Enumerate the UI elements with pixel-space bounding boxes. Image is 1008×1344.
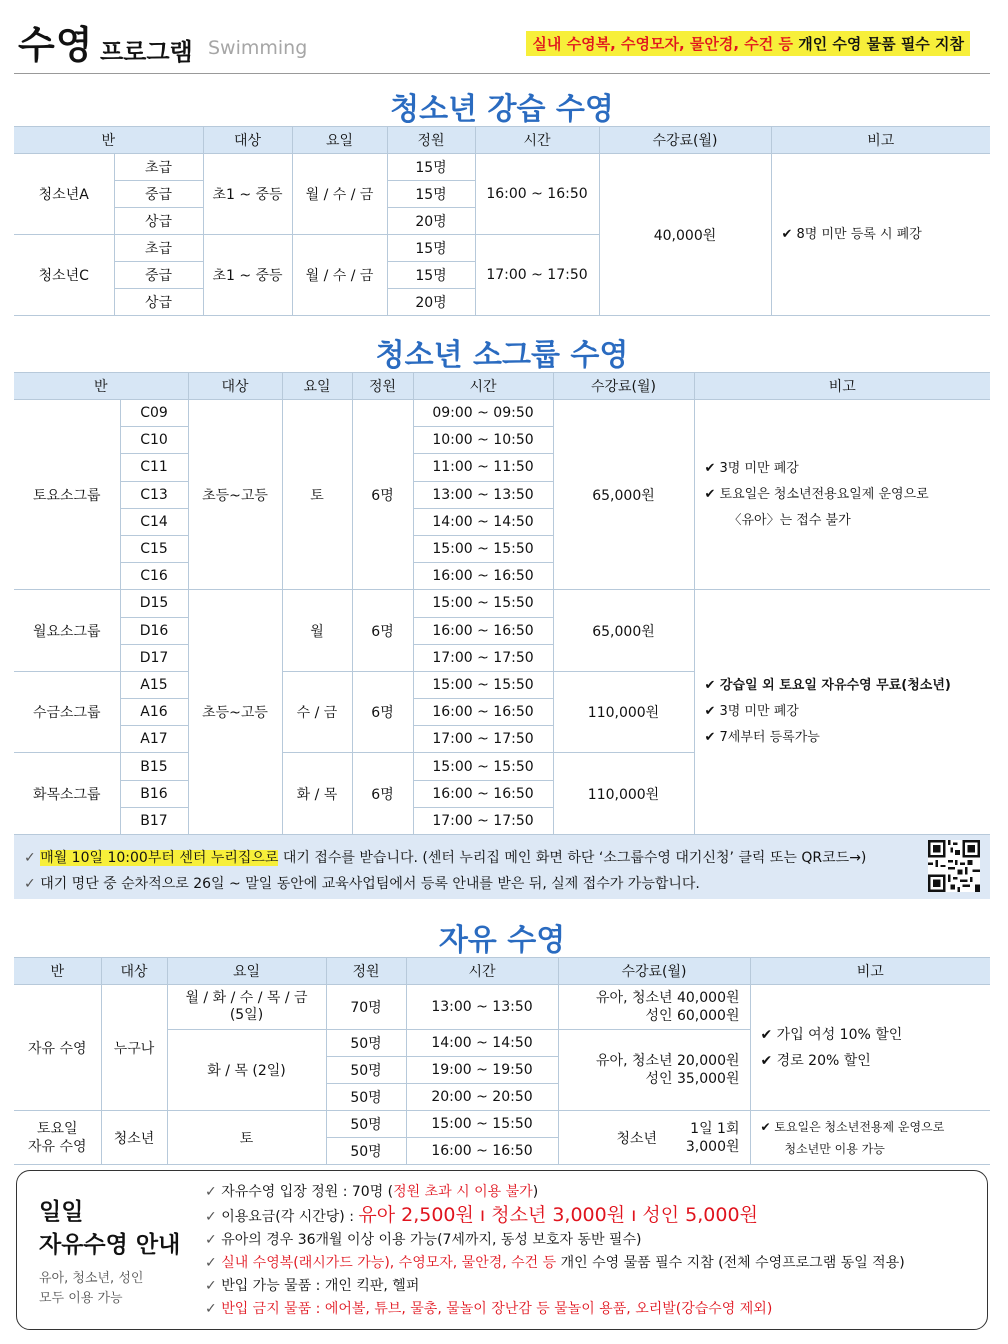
class-code: C15 (120, 535, 188, 562)
table-header-row (14, 373, 990, 400)
column-header: 시간 (406, 958, 558, 985)
note: ✔ 가입 여성 10% 할인 ✔ 경로 20% 할인 (750, 985, 990, 1111)
days: 토 (282, 400, 352, 590)
waitlist-info-line-1: ✓ 매월 10일 10:00부터 센터 누리집으로 대기 접수를 받습니다. (센터 누리집 메인 화면 하단 ‘소그룹수영 대기신청’ 클릭 또는 QR코드→) (24, 850, 867, 866)
class-name: 화목소그룹 (14, 753, 120, 835)
table-row (14, 400, 990, 427)
capacity: 15명 (387, 235, 475, 262)
days: 화 / 목 (282, 753, 352, 835)
class-code: B16 (120, 780, 188, 807)
table-header-row (14, 127, 990, 154)
waitlist-highlight: 매월 10일 10:00부터 센터 누리집으로 (40, 850, 279, 866)
daily-free-swim-box (16, 1170, 988, 1330)
column-header: 시간 (413, 373, 553, 400)
capacity: 50명 (326, 1057, 406, 1084)
time: 11:00 ~ 11:50 (413, 454, 553, 481)
class-code: C10 (120, 427, 188, 454)
days: 수 / 금 (282, 671, 352, 753)
table-row (14, 590, 990, 617)
waitlist-text-2: 대기 명단 중 순차적으로 26일 ~ 말일 동안에 교육사업팀에서 등록 안내를 받은 뒤, 실제 접수가 가능합니다. (40, 876, 700, 892)
page-header (14, 14, 990, 74)
time: 14:00 ~ 14:50 (406, 1030, 558, 1057)
target: 청소년 (101, 1111, 167, 1165)
table-row (14, 154, 990, 181)
level: 상급 (114, 208, 203, 235)
table-row (14, 985, 990, 1030)
section-title-free: 자유 수영 (438, 923, 566, 958)
level: 초급 (114, 154, 203, 181)
table-header-row (14, 958, 990, 985)
time: 17:00 ~ 17:50 (475, 235, 599, 316)
time: 16:00 ~ 16:50 (413, 780, 553, 807)
time: 19:00 ~ 19:50 (406, 1057, 558, 1084)
level: 상급 (114, 289, 203, 316)
daily-info-item: ✓ 반입 가능 물품 : 개인 킥판, 헬퍼 (205, 1278, 420, 1294)
class-name: 자유 수영 (14, 985, 101, 1111)
column-header: 대상 (101, 958, 167, 985)
column-header: 수강료(월) (599, 127, 771, 154)
fee: 청소년 1일 1회 3,000원 (558, 1111, 750, 1165)
daily-info-item: ✓ 이용요금(각 시간당) : 유아 2,500원 ı 청소년 3,000원 ı 성인 5,000원 (205, 1204, 758, 1226)
class-name: 수금소그룹 (14, 671, 120, 753)
level: 중급 (114, 262, 203, 289)
class-name: 토요일 자유 수영 (14, 1111, 101, 1165)
class-code: A15 (120, 671, 188, 698)
column-header: 수강료(월) (558, 958, 750, 985)
column-header: 정원 (352, 373, 413, 400)
section-title-lesson: 청소년 강습 수영 (390, 92, 614, 127)
column-header: 대상 (188, 373, 282, 400)
column-header: 비고 (750, 958, 990, 985)
time: 16:00 ~ 16:50 (413, 617, 553, 644)
page-title: 수영 (18, 23, 94, 67)
note: ✔ 3명 미만 폐강 ✔ 토요일은 청소년전용요일제 운영으로 〈유아〉는 접수 불가 (694, 400, 990, 590)
daily-info-list (205, 1181, 905, 1321)
note: ✔ 토요일은 청소년전용제 운영으로 청소년만 이용 가능 (750, 1111, 990, 1165)
column-header: 요일 (292, 127, 387, 154)
capacity: 20명 (387, 289, 475, 316)
daily-subtitle: 유아, 청소년, 성인 모두 이용 가능 (39, 1271, 144, 1306)
time: 13:00 ~ 13:50 (413, 481, 553, 508)
column-header: 반 (14, 958, 101, 985)
time: 13:00 ~ 13:50 (406, 985, 558, 1030)
capacity: 20명 (387, 208, 475, 235)
capacity: 6명 (352, 671, 413, 753)
top-notice (526, 31, 970, 56)
days: 월 / 수 / 금 (292, 154, 387, 235)
waitlist-info-bar (14, 835, 990, 899)
time: 15:00 ~ 15:50 (413, 535, 553, 562)
target: 초1 ~ 중등 (203, 235, 292, 316)
class-code: B17 (120, 807, 188, 834)
fee: 110,000원 (553, 671, 694, 753)
time: 17:00 ~ 17:50 (413, 807, 553, 834)
note: ✔ 강습일 외 토요일 자유수영 무료(청소년) ✔ 3명 미만 폐강 ✔ 7세부터 등록가능 (694, 590, 990, 835)
class-name: 월요소그룹 (14, 590, 120, 672)
daily-info-item: ✓ 실내 수영복(래시가드 가능), 수영모자, 물안경, 수건 등 개인 수영 물품 필수 지참 (전체 수영프로그램 동일 적용) (205, 1255, 905, 1271)
fee: 110,000원 (553, 753, 694, 835)
table-row (14, 1111, 990, 1138)
class-code: A17 (120, 726, 188, 753)
smallgroup-table (14, 372, 990, 835)
page-subtitle: 프로그램 (100, 38, 193, 66)
class-code: B15 (120, 753, 188, 780)
column-header: 반 (14, 373, 188, 400)
waitlist-text: 대기 접수를 받습니다. (센터 누리집 메인 화면 하단 ‘소그룹수영 대기신청’ 클릭 또는 QR코드→) (278, 850, 867, 866)
target: 초등~고등 (188, 590, 282, 835)
class-name: 토요소그룹 (14, 400, 120, 590)
class-code: C11 (120, 454, 188, 481)
fee: 유아, 청소년 20,000원 성인 35,000원 (558, 1030, 750, 1111)
class-code: C16 (120, 563, 188, 590)
time: 15:00 ~ 15:50 (413, 753, 553, 780)
level: 초급 (114, 235, 203, 262)
page-title-english: Swimming (208, 37, 308, 59)
class-name: 청소년A (14, 154, 114, 235)
level: 중급 (114, 181, 203, 208)
note: ✔ 8명 미만 등록 시 폐강 (771, 154, 990, 316)
daily-info-item: ✓ 유아의 경우 36개월 이상 이용 가능(7세까지, 동성 보호자 동반 필수) (205, 1232, 642, 1248)
time: 17:00 ~ 17:50 (413, 644, 553, 671)
time: 16:00 ~ 16:50 (413, 563, 553, 590)
column-header: 정원 (326, 958, 406, 985)
free-swim-table (14, 957, 990, 1165)
fee: 40,000원 (599, 154, 771, 316)
capacity: 6명 (352, 590, 413, 672)
time: 16:00 ~ 16:50 (413, 699, 553, 726)
waitlist-info-line-2: ✓ 대기 명단 중 순차적으로 26일 ~ 말일 동안에 교육사업팀에서 등록 안내를 받은 뒤, 실제 접수가 가능합니다. (24, 876, 700, 892)
capacity: 15명 (387, 181, 475, 208)
column-header: 대상 (203, 127, 292, 154)
column-header: 정원 (387, 127, 475, 154)
daily-info-item: ✓ 반입 금지 물품 : 에어볼, 튜브, 물총, 물놀이 장난감 등 물놀이 용품, 오리발(강습수영 제외) (205, 1301, 773, 1317)
class-name: 청소년C (14, 235, 114, 316)
fee: 65,000원 (553, 590, 694, 672)
class-code: A16 (120, 699, 188, 726)
daily-info-item: ✓ 자유수영 입장 정원 : 70명 (정원 초과 시 이용 불가) (205, 1184, 539, 1200)
column-header: 요일 (167, 958, 326, 985)
capacity: 50명 (326, 1138, 406, 1165)
capacity: 6명 (352, 753, 413, 835)
time: 16:00 ~ 16:50 (406, 1138, 558, 1165)
qr-code-icon[interactable] (928, 840, 980, 892)
time: 20:00 ~ 20:50 (406, 1084, 558, 1111)
target: 초1 ~ 중등 (203, 154, 292, 235)
capacity: 15명 (387, 262, 475, 289)
section-title-smallgroup: 청소년 소그룹 수영 (375, 338, 629, 373)
time: 09:00 ~ 09:50 (413, 400, 553, 427)
daily-title: 일일 자유수영 안내 (39, 1199, 181, 1258)
column-header: 비고 (694, 373, 990, 400)
column-header: 시간 (475, 127, 599, 154)
class-code: C14 (120, 508, 188, 535)
target: 초등~고등 (188, 400, 282, 590)
days: 토 (167, 1111, 326, 1165)
target: 누구나 (101, 985, 167, 1111)
class-code: D17 (120, 644, 188, 671)
capacity: 50명 (326, 1111, 406, 1138)
days: 월 / 화 / 수 / 목 / 금 (5일) (167, 985, 326, 1030)
capacity: 50명 (326, 1084, 406, 1111)
capacity: 6명 (352, 400, 413, 590)
column-header: 수강료(월) (553, 373, 694, 400)
days: 화 / 목 (2일) (167, 1030, 326, 1111)
time: 16:00 ~ 16:50 (475, 154, 599, 235)
top-notice-red: 실내 수영복, 수영모자, 물안경, 수건 등 (532, 35, 793, 53)
class-code: D15 (120, 590, 188, 617)
lesson-table (14, 126, 990, 316)
column-header: 요일 (282, 373, 352, 400)
capacity: 70명 (326, 985, 406, 1030)
class-code: C13 (120, 481, 188, 508)
days: 월 (282, 590, 352, 672)
time: 14:00 ~ 14:50 (413, 508, 553, 535)
days: 월 / 수 / 금 (292, 235, 387, 316)
class-code: C09 (120, 400, 188, 427)
time: 15:00 ~ 15:50 (413, 590, 553, 617)
capacity: 15명 (387, 154, 475, 181)
column-header: 비고 (771, 127, 990, 154)
time: 10:00 ~ 10:50 (413, 427, 553, 454)
time: 17:00 ~ 17:50 (413, 726, 553, 753)
time: 15:00 ~ 15:50 (413, 671, 553, 698)
class-code: D16 (120, 617, 188, 644)
top-notice-text: 개인 수영 물품 필수 지참 (792, 35, 964, 53)
column-header: 반 (14, 127, 203, 154)
capacity: 50명 (326, 1030, 406, 1057)
fee: 65,000원 (553, 400, 694, 590)
time: 15:00 ~ 15:50 (406, 1111, 558, 1138)
fee: 유아, 청소년 40,000원 성인 60,000원 (558, 985, 750, 1030)
